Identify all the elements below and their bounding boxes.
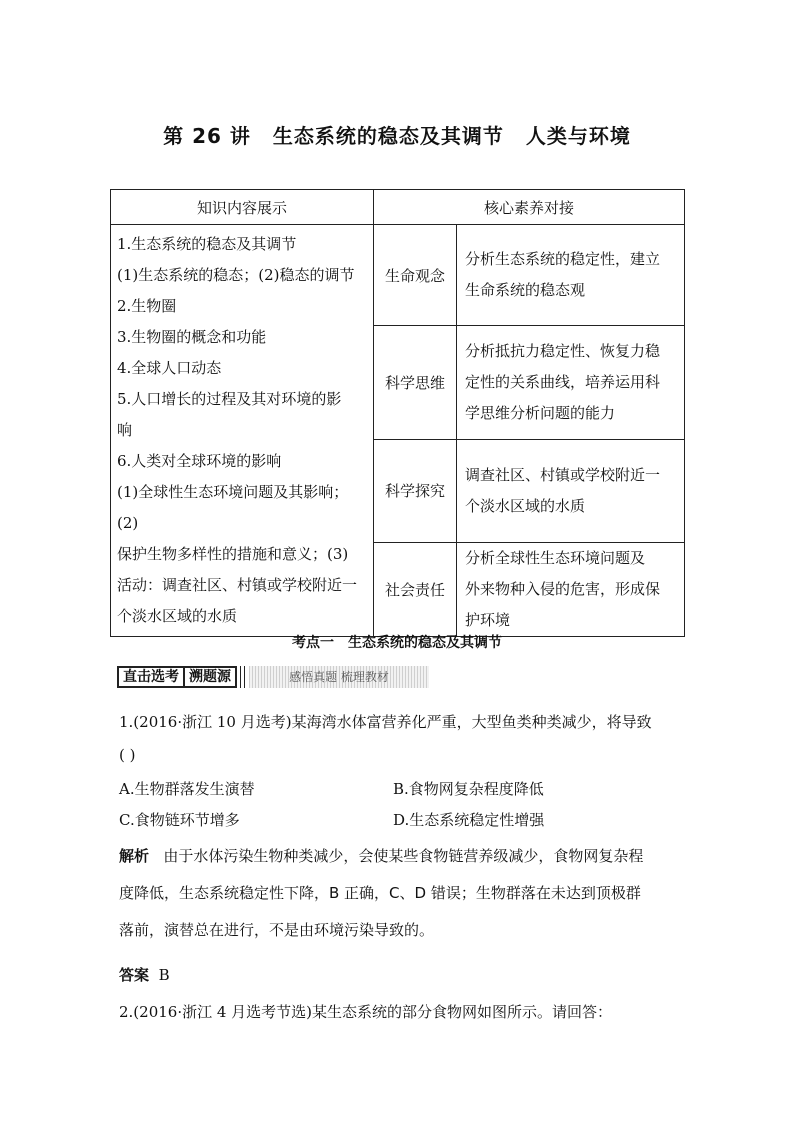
answer-blank: ( ): [119, 746, 136, 764]
syllabus-table: [110, 189, 685, 637]
page-title: [0, 120, 794, 149]
knowledge-line: 活动：调查社区、村镇或学校附近一: [117, 576, 358, 594]
option-b: B.食物网复杂程度降低: [393, 780, 544, 798]
knowledge-line: 4.全球人口动态: [117, 359, 222, 377]
dimension-cell: 科学思维: [374, 326, 457, 439]
dimension-cell: 科学探究: [374, 439, 457, 542]
question-stem: 2.(2016·浙江 4 月选考节选)某生态系统的部分食物网如图所示。请回答：: [119, 1003, 613, 1021]
lesson-topic: 生态系统的稳态及其调节: [272, 124, 504, 148]
option-a: A.生物群落发生演替: [119, 780, 255, 798]
knowledge-line: 2.生物圈: [117, 297, 177, 315]
knowledge-line: 1.生态系统的稳态及其调节: [117, 235, 297, 253]
knowledge-line: (1)生态系统的稳态；(2)稳态的调节: [117, 266, 355, 284]
description-cell: [457, 542, 685, 636]
description-line: 调查社区、村镇或学校附近一: [465, 465, 661, 484]
banner-tag: 直击选考: [117, 666, 185, 688]
description-line: 外来物种入侵的危害，形成保: [465, 579, 661, 598]
keypoint-label: 考点一: [292, 635, 334, 651]
lesson-number: 第 26 讲: [163, 124, 251, 148]
knowledge-line: 3.生物圈的概念和功能: [117, 328, 267, 346]
description-line: 生命系统的稳态观: [465, 281, 586, 300]
knowledge-line: 6.人类对全球环境的影响: [117, 452, 282, 470]
description-line: 分析全球性生态环境问题及: [465, 548, 646, 567]
knowledge-line: 个淡水区域的水质: [117, 607, 238, 625]
banner-divider: [240, 666, 245, 688]
section-banner: [117, 666, 429, 688]
option-c: C.食物链环节增多: [119, 811, 240, 829]
knowledge-line: 5.人口增长的过程及其对环境的影: [117, 390, 342, 408]
answer-label: 答案: [119, 966, 150, 984]
keypoint-text: 生态系统的稳态及其调节: [348, 635, 502, 651]
banner-strip: 感悟真题 梳理教材: [249, 666, 429, 688]
banner-tag: 溯题源: [185, 666, 237, 688]
keypoint-heading: [0, 632, 794, 652]
knowledge-line: (1)全球性生态环境问题及其影响；(2): [117, 483, 349, 532]
dimension-cell: 社会责任: [374, 542, 457, 636]
analysis-line: 落前，演替总在进行，不是由环境污染导致的。: [119, 921, 435, 939]
knowledge-line: 保护生物多样性的措施和意义；(3): [117, 545, 349, 563]
header-competency: 核心素养对接: [374, 190, 685, 225]
analysis-line: [119, 838, 681, 875]
knowledge-line: 响: [117, 421, 133, 439]
analysis-line: 度降低，生态系统稳定性下降，B 正确，C、D 错误；生物群落在未达到顶极群: [119, 884, 641, 902]
description-line: 个淡水区域的水质: [465, 496, 586, 515]
answer-value: B: [158, 966, 170, 984]
description-line: 定性的关系曲线，培养运用科: [465, 372, 661, 391]
analysis-block: [119, 838, 681, 949]
answer-line: [119, 964, 170, 985]
description-line: 分析生态系统的稳定性，建立: [465, 250, 661, 269]
knowledge-cell: [111, 225, 374, 637]
description-cell: [457, 225, 685, 326]
description-line: 分析抵抗力稳定性、恢复力稳: [465, 341, 661, 360]
description-cell: [457, 439, 685, 542]
description-cell: [457, 326, 685, 439]
option-d: D.生态系统稳定性增强: [393, 811, 545, 829]
analysis-label: 解析: [119, 847, 150, 865]
lesson-subtopic: 人类与环境: [525, 124, 631, 148]
description-line: 学思维分析问题的能力: [465, 403, 616, 422]
dimension-cell: 生命观念: [374, 225, 457, 326]
analysis-text: 由于水体污染生物种类减少，会使某些食物链营养级减少，食物网复杂程: [163, 847, 644, 865]
description-line: 护环境: [465, 610, 511, 629]
question-stem: 1.(2016·浙江 10 月选考)某海湾水体富营养化严重，大型鱼类种类减少，将导致: [119, 713, 652, 731]
header-knowledge: 知识内容展示: [111, 190, 374, 225]
